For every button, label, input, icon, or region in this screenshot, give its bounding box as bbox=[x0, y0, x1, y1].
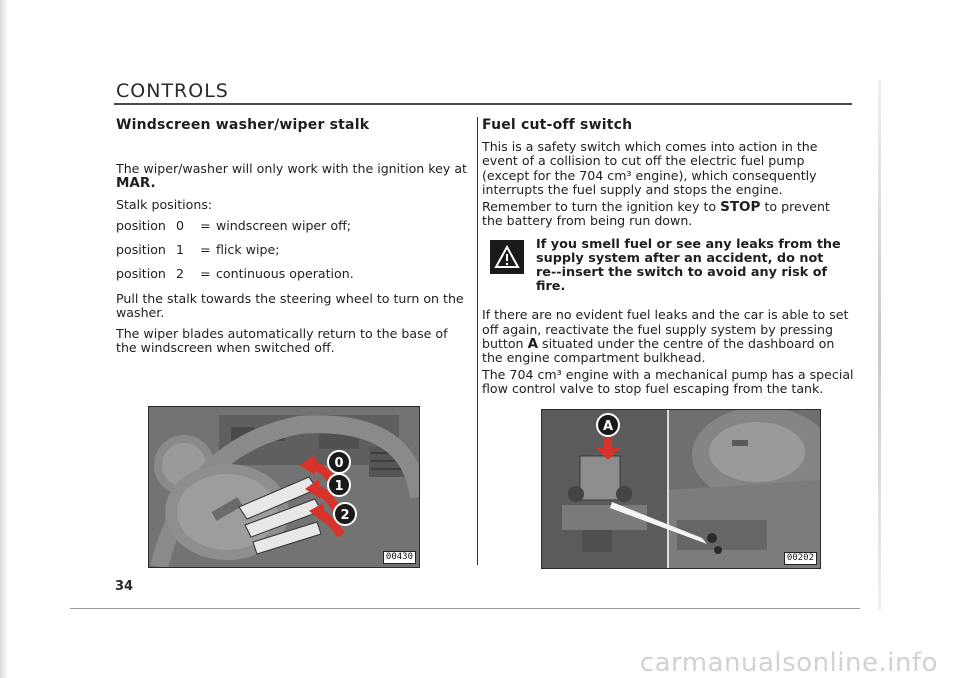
position-equals: = bbox=[200, 241, 211, 257]
left-column bbox=[116, 118, 468, 356]
watermark: carmanualsonline.info bbox=[639, 648, 938, 678]
wiper-intro-text: The wiper/washer will only work with the ignition key at bbox=[116, 161, 467, 177]
fuel-switch-figure bbox=[541, 409, 821, 569]
warning-block bbox=[482, 238, 854, 294]
callout-1: 1 bbox=[334, 479, 344, 494]
right-column bbox=[482, 118, 854, 397]
fuel-para-2-text-end: to prevent the battery from being run down. bbox=[482, 199, 830, 229]
warning-triangle-icon bbox=[490, 240, 524, 274]
position-label: position bbox=[116, 217, 166, 233]
fuel-para-2-key: STOP bbox=[720, 199, 761, 216]
callout-2: 2 bbox=[340, 508, 350, 523]
wiper-para-pull: Pull the stalk towards the steering wheel to turn on the washer. bbox=[116, 290, 464, 321]
warning-text: If you smell fuel or see any leaks from the supply system after an accident, do not re--insert the switch to avoid any risk of fire. bbox=[536, 237, 841, 295]
fuel-para-3-text-end: situated under the centre of the dashboard on the engine compartment bulkhead. bbox=[482, 335, 835, 366]
fuel-para-1: This is a safety switch which comes into action in the event of a collision to cut off the electric fuel pump (except for the 704 cm³ engine), which consequently interrupts the fuel supply and stops the engine. bbox=[482, 139, 818, 197]
position-row bbox=[116, 214, 468, 238]
fuel-para-3 bbox=[482, 308, 854, 365]
position-description: continuous operation. bbox=[216, 265, 354, 281]
footer-rule bbox=[70, 608, 860, 609]
page-right-edge bbox=[878, 80, 881, 610]
fuel-para-2-text: Remember to turn the ignition key to bbox=[482, 199, 717, 215]
wiper-stalk-figure bbox=[148, 406, 420, 568]
fuel-heading: Fuel cut-off switch bbox=[482, 117, 633, 133]
position-label: position bbox=[116, 265, 166, 281]
position-equals: = bbox=[200, 217, 211, 233]
callout-A: A bbox=[602, 419, 614, 434]
wiper-intro-key: MAR. bbox=[116, 175, 156, 192]
page-number: 34 bbox=[115, 579, 134, 594]
position-label: position bbox=[116, 241, 166, 257]
position-number: 1 bbox=[176, 241, 185, 257]
position-description: flick wipe; bbox=[216, 241, 280, 257]
position-number: 0 bbox=[176, 217, 185, 233]
position-description: windscreen wiper off; bbox=[216, 217, 351, 233]
fuel-para-2 bbox=[482, 200, 854, 228]
column-divider bbox=[477, 117, 478, 565]
position-equals: = bbox=[200, 265, 211, 281]
wiper-stalk-illustration bbox=[149, 407, 419, 567]
wiper-heading: Windscreen washer/wiper stalk bbox=[116, 117, 370, 133]
fuel-para-3-text: If there are no evident fuel leaks and the car is able to set off again, reactivate the fuel supply system by pressing button bbox=[482, 307, 849, 351]
fuel-switch-illustration bbox=[542, 410, 820, 568]
position-row bbox=[116, 262, 468, 286]
position-row bbox=[116, 238, 468, 262]
wiper-intro bbox=[116, 162, 468, 190]
fuel-para-4: The 704 cm³ engine with a mechanical pump has a special flow control valve to stop fuel escaping from the tank. bbox=[482, 367, 854, 397]
title-rule bbox=[114, 103, 852, 105]
figure-code: 00202 bbox=[784, 552, 817, 565]
section-title: CONTROLS bbox=[116, 80, 229, 102]
figure-code: 00430 bbox=[383, 551, 416, 564]
page-edge-shadow bbox=[0, 0, 8, 678]
position-number: 2 bbox=[176, 265, 185, 281]
positions-list bbox=[116, 214, 468, 286]
positions-label: Stalk positions: bbox=[116, 196, 213, 212]
fuel-para-3-key: A bbox=[527, 335, 539, 352]
callout-0: 0 bbox=[334, 456, 344, 471]
wiper-para-return: The wiper blades automatically return to the base of the windscreen when switched off. bbox=[116, 326, 448, 356]
